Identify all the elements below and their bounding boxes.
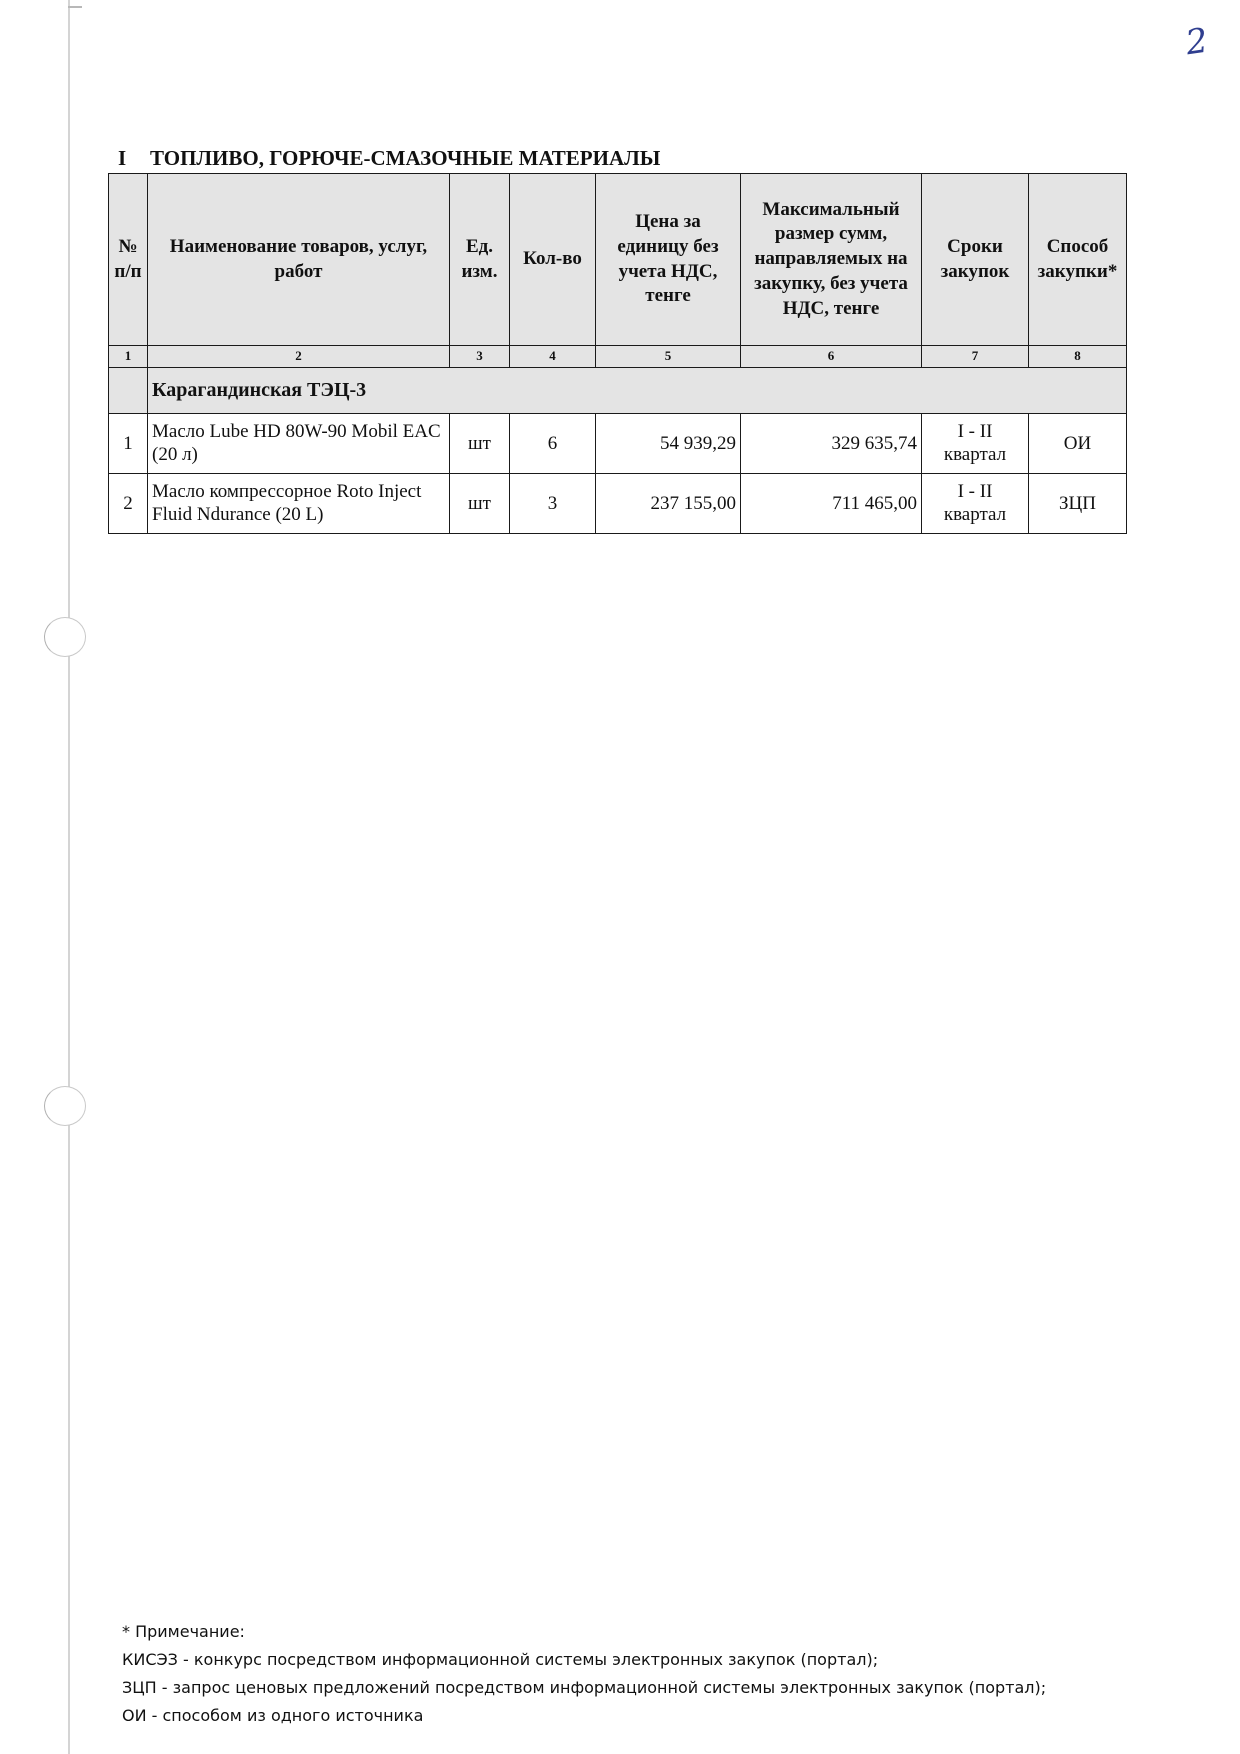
header-max-amount: Максимальный размер сумм, направляемых на закупку, без учета НДС, тенге: [741, 174, 922, 346]
section-number: I: [118, 146, 127, 170]
cell-quantity: 6: [510, 413, 596, 473]
column-number: 2: [148, 346, 450, 368]
cell-name: Масло компрессорное Roto Inject Fluid Ndurance (20 L): [148, 473, 450, 533]
header-unit: Ед. изм.: [450, 174, 510, 346]
section-title: ТОПЛИВО, ГОРЮЧЕ-СМАЗОЧНЫЕ МАТЕРИАЛЫ: [150, 146, 661, 170]
section-heading: [118, 146, 660, 171]
footnote-line: КИСЭЗ - конкурс посредством информационной системы электронных закупок (портал);: [122, 1650, 879, 1669]
handwritten-page-number: 2: [1183, 20, 1211, 64]
column-number: 7: [922, 346, 1029, 368]
header-period: Сроки закупок: [922, 174, 1029, 346]
header-unit-price: Цена за единицу без учета НДС, тенге: [596, 174, 741, 346]
group-row: [109, 367, 1127, 413]
footnote-block: [122, 1618, 1046, 1730]
cell-unit: шт: [450, 473, 510, 533]
footnote-line: ЗЦП - запрос ценовых предложений посредством информационной системы электронных закупок (портал);: [122, 1678, 1047, 1697]
column-number: 8: [1029, 346, 1127, 368]
cell-max-amount: 329 635,74: [741, 413, 922, 473]
cell-number: 1: [109, 413, 148, 473]
table-row: [109, 413, 1127, 473]
cell-unit-price: 54 939,29: [596, 413, 741, 473]
cell-max-amount: 711 465,00: [741, 473, 922, 533]
cell-quantity: 3: [510, 473, 596, 533]
punch-hole-mark: [44, 1086, 86, 1126]
cell-name: Масло Lube HD 80W-90 Mobil EAC (20 л): [148, 413, 450, 473]
cell-number: 2: [109, 473, 148, 533]
cell-unit-price: 237 155,00: [596, 473, 741, 533]
procurement-table: [108, 173, 1127, 534]
column-number: 6: [741, 346, 922, 368]
footnote-line: ОИ - способом из одного источника: [122, 1706, 424, 1725]
header-number: № п/п: [109, 174, 148, 346]
column-number: 5: [596, 346, 741, 368]
footnote-title: * Примечание:: [122, 1622, 245, 1641]
cell-method: ЗЦП: [1029, 473, 1127, 533]
scan-margin-line: [68, 0, 70, 1754]
table-row: [109, 473, 1127, 533]
column-number: 1: [109, 346, 148, 368]
punch-hole-mark: [44, 617, 86, 657]
cell-method: ОИ: [1029, 413, 1127, 473]
column-number: 4: [510, 346, 596, 368]
column-number-row: [109, 346, 1127, 368]
group-title: Карагандинская ТЭЦ-3: [148, 367, 1127, 413]
cell-unit: шт: [450, 413, 510, 473]
cell-period: I - II квартал: [922, 473, 1029, 533]
table-header-row: [109, 174, 1127, 346]
column-number: 3: [450, 346, 510, 368]
cell-period: I - II квартал: [922, 413, 1029, 473]
scan-corner-mark: [68, 6, 82, 8]
header-quantity: Кол-во: [510, 174, 596, 346]
header-method: Способ закупки*: [1029, 174, 1127, 346]
header-name: Наименование товаров, услуг, работ: [148, 174, 450, 346]
